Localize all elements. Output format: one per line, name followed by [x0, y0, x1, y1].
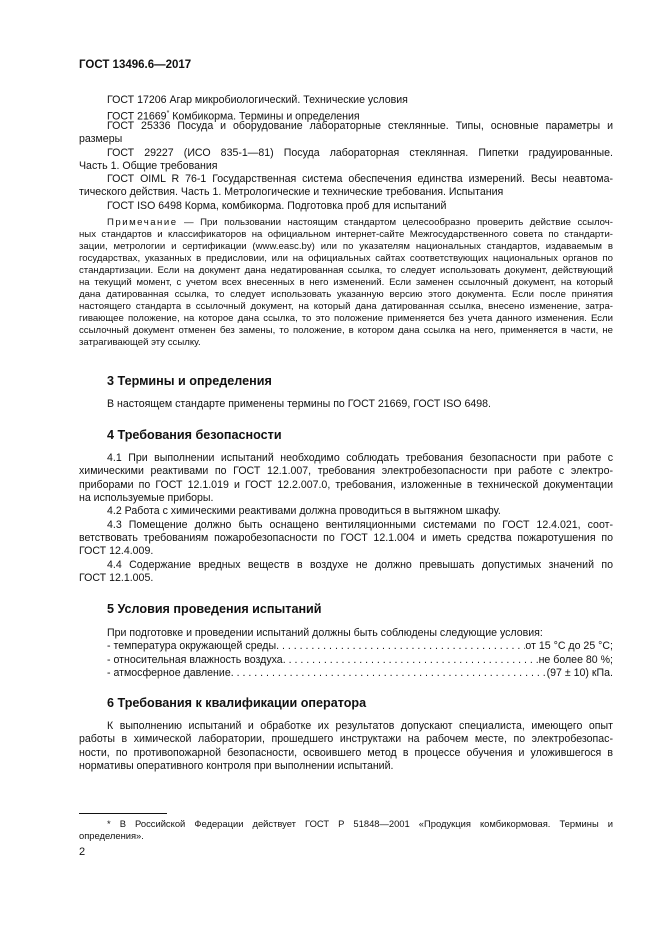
ref-gost-29227: ГОСТ 29227 (ИСО 835-1—81) Посуда лабораторная стеклянная. Пипетки градуированные. — [107, 147, 613, 159]
document-header: ГОСТ 13496.6—2017 — [79, 59, 192, 71]
note-line: затрагивающей эту ссылку. — [79, 337, 201, 348]
section-4-line: химическими реактивами по ГОСТ 12.1.007, требования электробезопасности при работе с электро- — [79, 465, 613, 477]
note-line: стандартизации. Если на документ дана недатированная ссылка, то следует использовать документ, действующий — [79, 265, 613, 276]
condition-value: (97 ± 10) кПа. — [546, 667, 613, 679]
footnote-marker: * — [166, 110, 170, 117]
condition-label: - атмосферное давление — [107, 667, 231, 679]
section-4-line: 4.1 При выполнении испытаний необходимо соблюдать требования безопасности при работе с — [107, 452, 613, 464]
note-line: ных стандартов и классификаторов на официальном интернет-сайте Межгосударственного совета по стандарти- — [79, 229, 613, 240]
section-3-title: 3 Термины и определения — [107, 374, 272, 388]
ref-gost-25336: ГОСТ 25336 Посуда и оборудование лабораторные стеклянные. Типы, основные параметры и — [107, 120, 613, 132]
condition-value: не более 80 %; — [538, 654, 613, 666]
section-5-title: 5 Условия проведения испытаний — [107, 602, 322, 616]
ref-gost-21669-code: ГОСТ 21669 — [107, 110, 167, 123]
ref-gost-iso-6498: ГОСТ ISO 6498 Корма, комбикорма. Подготовка проб для испытаний — [107, 200, 447, 212]
section-4-line: 4.4 Содержание вредных веществ в воздухе не должно превышать допустимых значений по — [107, 559, 613, 571]
section-6-line: ности, по противопожарной безопасности, освоившего метод в процессе обучения и уложившегося в — [79, 747, 613, 759]
ref-gost-29227-cont: Часть 1. Общие требования — [79, 160, 218, 172]
condition-label: - относительная влажность воздуха — [107, 654, 283, 666]
section-6-line: К выполнению испытаний и обработке их результатов допускают специалиста, имеющего опыт — [107, 720, 613, 732]
section-4-line: ГОСТ 12.4.009. — [79, 545, 154, 557]
note-line: на текущий момент, с учетом всех внесенных в него изменений. Если заменен ссылочный документ, на который — [79, 277, 613, 288]
section-6-title: 6 Требования к квалификации оператора — [107, 696, 367, 710]
note-line: государствах, указанных в предисловии, или на официальных сайтах соответствующих национальных органов по — [79, 253, 613, 264]
footnote-line: определения». — [79, 830, 144, 841]
section-4-line: на используемые приборы. — [79, 492, 214, 504]
condition-label: - температура окружающей среды — [107, 640, 277, 652]
footnote-line: * В Российской Федерации действует ГОСТ Р 51848—2001 «Продукция комбикормовая. Термины и — [107, 818, 613, 829]
note-line: гивающее положение, на которое дана ссылка, то это положение применяется без учета данного изменения. Если — [79, 313, 613, 324]
section-5-intro: При подготовке и проведении испытаний должны быть соблюдены следующие условия: — [107, 627, 543, 639]
note-line: дана датированная ссылка, то следует использовать указанную версию этого документа. Если после принятия — [79, 289, 613, 300]
page-number: 2 — [79, 846, 86, 858]
section-6-line: нормативы оперативного контроля при выполнении испытаний. — [79, 760, 394, 772]
condition-temperature — [79, 640, 613, 654]
section-4-line: ГОСТ 12.1.005. — [79, 572, 154, 584]
ref-gost-oiml-cont: тического действия. Часть 1. Метрологические и технические требования. Испытания — [79, 186, 504, 198]
condition-pressure — [79, 667, 613, 681]
condition-value: от 15 °С до 25 °С; — [525, 640, 613, 652]
section-4-title: 4 Требования безопасности — [107, 428, 282, 442]
ref-gost-oiml: ГОСТ OIML R 76-1 Государственная система обеспечения единства измерений. Весы неавтома- — [107, 173, 613, 185]
section-3-text: В настоящем стандарте применены термины по ГОСТ 21669, ГОСТ ISO 6498. — [107, 398, 492, 410]
note-label: Примечание — [107, 217, 178, 228]
note-line: настоящего стандарта в ссылочный документ, на который дана датированная ссылка, внесено изменение, затра- — [79, 301, 613, 312]
ref-gost-21669-title: Комбикорма. Термины и определения — [169, 110, 360, 123]
footnote-separator — [79, 813, 167, 814]
ref-gost-25336-cont: размеры — [79, 133, 123, 145]
section-4-line: ветствовать требованиям пожаробезопасности по ГОСТ 12.1.004 и иметь средства пожаротушения по — [79, 532, 613, 544]
note-line: ссылочный документ отменен без замены, то положение, в котором дана ссылка на него, применяется в части, не — [79, 325, 613, 336]
section-6-line: работы в химической лаборатории, прошедшего инструктажи на рабочем месте, по электробезопас- — [79, 733, 613, 745]
section-4-line: 4.2 Работа с химическими реактивами должна проводиться в вытяжном шкафу. — [107, 505, 501, 517]
ref-gost-17206: ГОСТ 17206 Агар микробиологический. Технические условия — [107, 94, 408, 106]
section-4-line: приборами по ГОСТ 12.1.019 и ГОСТ 12.2.007.0, требования, изложенные в технической документации — [79, 479, 613, 491]
condition-humidity — [79, 654, 613, 668]
note-line: зации, метрологии и сертификации (www.easc.by) или по указателям национальных стандартов, издаваемым в — [79, 241, 613, 252]
note-line: Примечание — При пользовании настоящим стандартом целесообразно проверить действие ссылоч- — [107, 217, 613, 228]
section-4-line: 4.3 Помещение должно быть оснащено вентиляционными системами по ГОСТ 12.4.021, соот- — [107, 519, 613, 531]
